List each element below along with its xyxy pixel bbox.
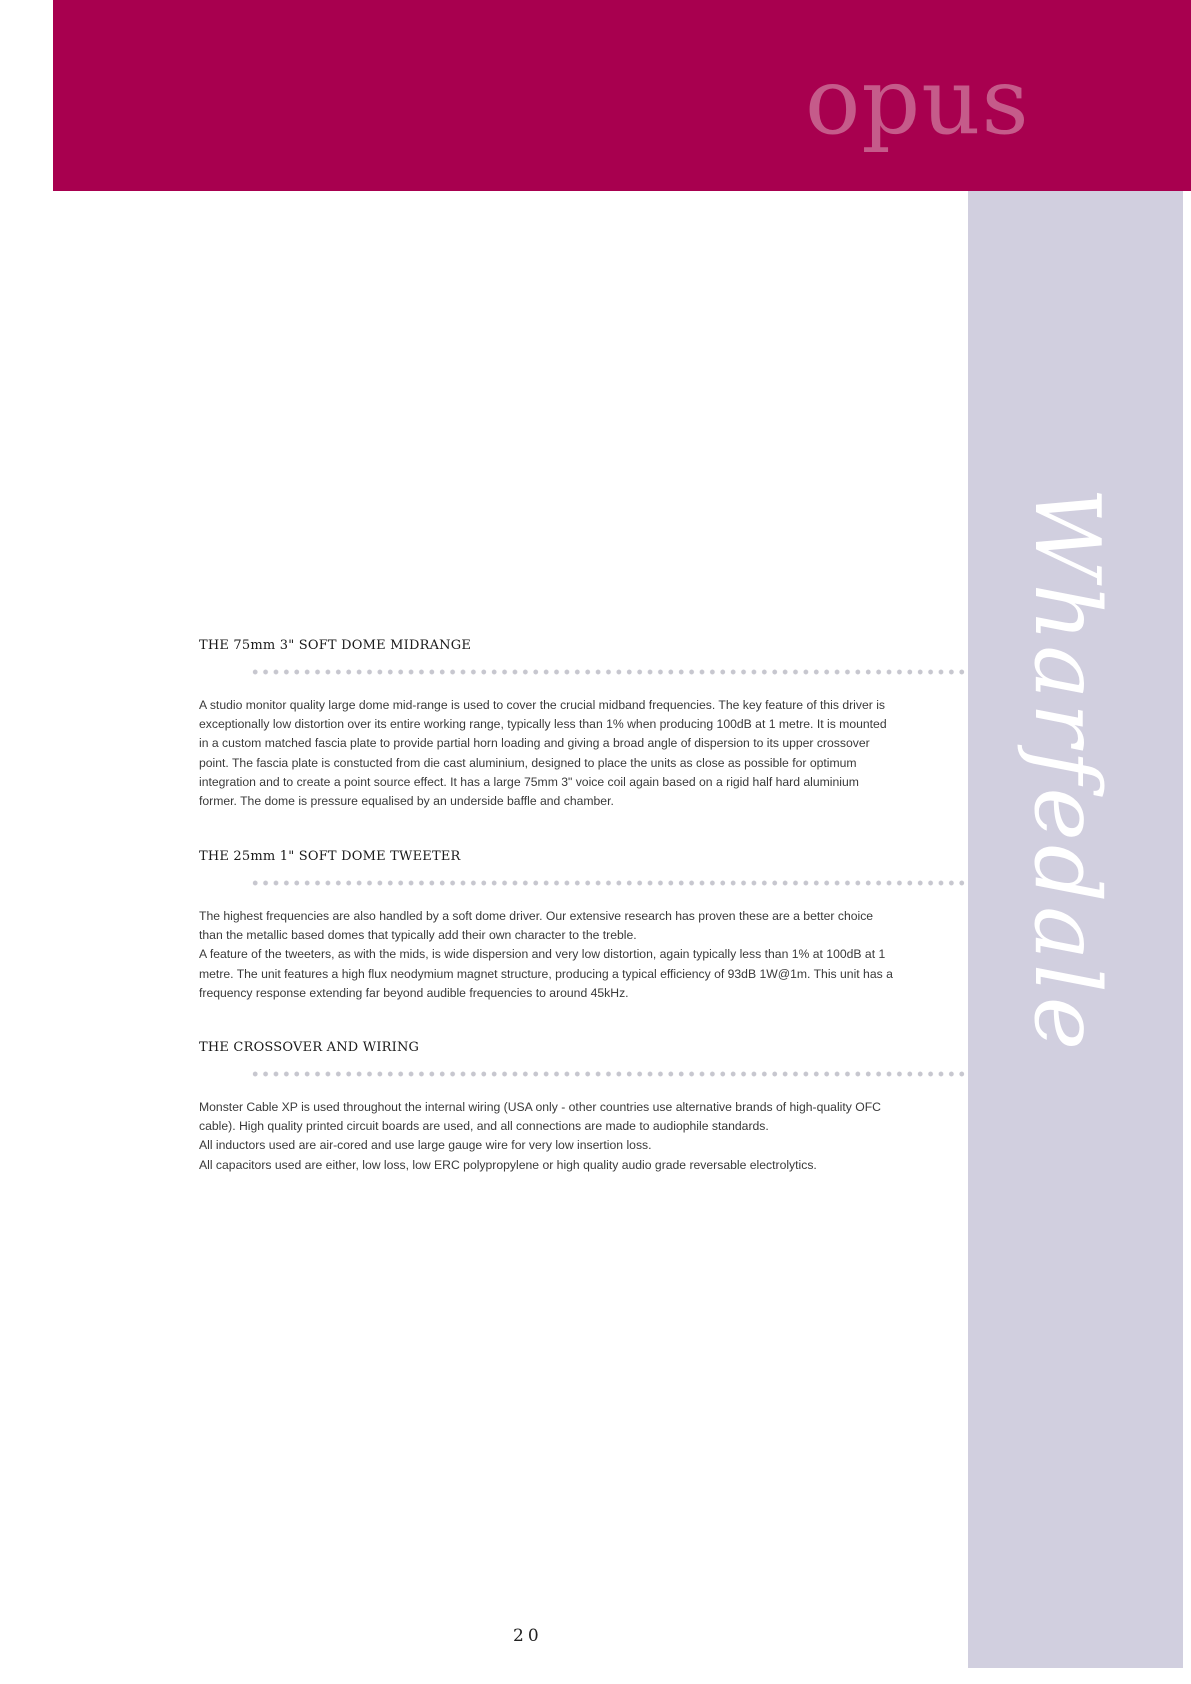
section-body — [199, 696, 899, 811]
brand-title: opus — [805, 48, 1030, 155]
section-crossover — [199, 1039, 969, 1175]
dotted-divider — [250, 880, 969, 886]
section-heading: THE CROSSOVER AND WIRING — [199, 1040, 420, 1055]
section-midrange — [199, 637, 969, 811]
brand-logo-text: Wharfedale — [1014, 487, 1119, 1055]
header-band — [53, 0, 1191, 191]
paragraph: Monster Cable XP is used throughout the internal wiring (USA only - other countries use alternative brands of high-quality OFC cable). High quality printed circuit boards are used, and all connections are made to audiophile standards. — [199, 1100, 881, 1134]
section-body — [199, 907, 899, 1003]
brand-logo — [1014, 487, 1119, 1327]
paragraph: A feature of the tweeters, as with the mids, is wide dispersion and very low distortion, again typically less than 1% at 100dB at 1 metre. The unit features a high flux neodymium magnet structure, producing a typical efficiency of 93dB 1W@1m. This unit has a frequency response extending far beyond audible frequencies to around 45kHz. — [199, 947, 893, 1000]
section-body — [199, 1098, 899, 1175]
paragraph: All inductors used are air-cored and use large gauge wire for very low insertion loss. — [199, 1138, 652, 1153]
paragraph: A studio monitor quality large dome mid-range is used to cover the crucial midband frequencies. The key feature of this driver is exceptionally low distortion over its entire working range, typically less than 1% when producing 100dB at 1 metre. It is mounted in a custom matched fascia plate to provide partial horn loading and giving a broad angle of dispersion to its upper crossover point. The fascia plate is constucted from die cast aluminium, designed to place the units as close as possible for optimum integration and to create a point source effect. It has a large 75mm 3" voice coil again based on a rigid half hard aluminium former. The dome is pressure equalised by an underside baffle and chamber. — [199, 698, 887, 809]
section-heading: THE 25mm 1" SOFT DOME TWEETER — [199, 849, 461, 864]
section-heading: THE 75mm 3" SOFT DOME MIDRANGE — [199, 638, 472, 653]
dotted-divider — [250, 1071, 969, 1077]
section-tweeter — [199, 848, 969, 1003]
dotted-divider — [250, 669, 969, 675]
paragraph: The highest frequencies are also handled by a soft dome driver. Our extensive research has proven these are a better choice than the metallic based domes that typically add their own character to the treble. — [199, 909, 874, 943]
page-number: 20 — [513, 1626, 543, 1646]
paragraph: All capacitors used are either, low loss, low ERC polypropylene or high quality audio grade reversable electrolytics. — [199, 1157, 817, 1172]
